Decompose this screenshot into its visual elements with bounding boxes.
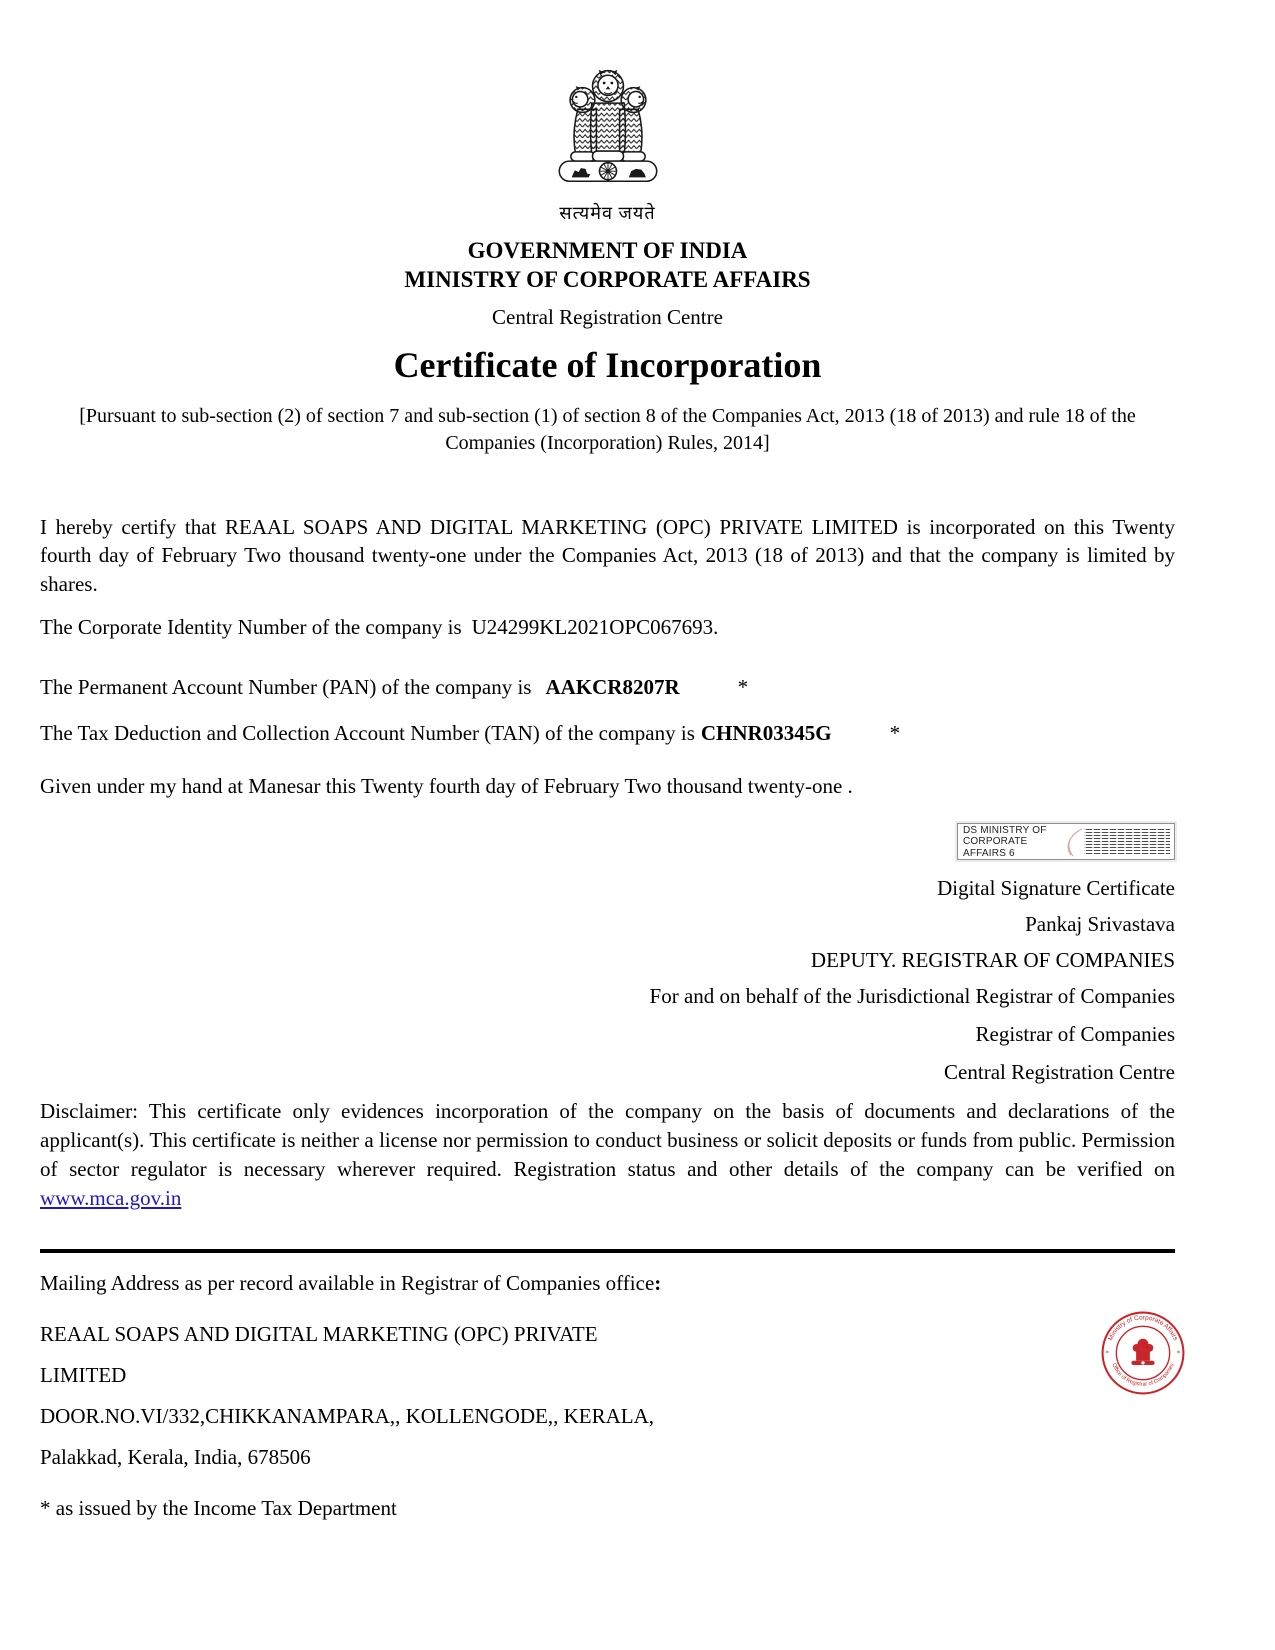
cin-line xyxy=(40,615,1175,640)
pan-value: AAKCR8207R xyxy=(545,675,680,700)
emblem-motto: सत्यमेव जयते xyxy=(559,203,656,223)
address-line-limited: LIMITED xyxy=(40,1363,127,1388)
tan-value: CHNR03345G xyxy=(700,721,832,746)
section-divider xyxy=(40,1249,1175,1253)
seal-center-emblem-icon xyxy=(1131,1339,1154,1365)
signatory-name: Pankaj Srivastava xyxy=(1025,912,1175,937)
address-line-street: DOOR.NO.VI/332,CHIKKANAMPARA,, KOLLENGODE,, KERALA, xyxy=(40,1404,655,1429)
mca-website-link[interactable]: www.mca.gov.in xyxy=(40,1186,182,1211)
signature-centre: Central Registration Centre xyxy=(944,1060,1175,1085)
seal-arc-top-text: Ministry of Corporate Affairs xyxy=(1107,1314,1179,1342)
cin-period: . xyxy=(713,615,719,640)
seal-arc-bottom-text: Office of Registrar of Companies xyxy=(1110,1362,1176,1388)
tan-label: The Tax Deduction and Collection Account Number (TAN) of the company is xyxy=(40,721,695,746)
page-title: Certificate of Incorporation xyxy=(393,344,822,385)
signature-block xyxy=(40,876,1175,1085)
address-line-city: Palakkad, Kerala, India, 678506 xyxy=(40,1445,311,1470)
mailing-heading-text: Mailing Address as per record available in Registrar of Companies office xyxy=(40,1271,655,1296)
pan-label: The Permanent Account Number (PAN) of the company is xyxy=(40,675,532,700)
pursuant-clause: [Pursuant to sub-section (2) of section 7 and sub-section (1) of section 8 of the Companies Act, 2013 (18 of 2013) and rule 18 of the Companies (Incorporation) Rules, 2014] xyxy=(79,404,1136,454)
issuance-line: Given under my hand at Manesar this Twenty fourth day of February Two thousand twenty-one . xyxy=(40,774,853,799)
svg-text:Ministry of Corporate Affairs xyxy=(1107,1314,1179,1342)
signatory-designation: DEPUTY. REGISTRAR OF COMPANIES xyxy=(810,948,1175,973)
address-line-company: REAAL SOAPS AND DIGITAL MARKETING (OPC) PRIVATE xyxy=(40,1322,598,1347)
header-registration-centre: Central Registration Centre xyxy=(492,304,723,329)
cin-value: U24299KL2021OPC067693 xyxy=(471,615,714,640)
mailing-heading-colon: : xyxy=(654,1271,662,1296)
signature-registrar: Registrar of Companies xyxy=(975,1022,1175,1047)
emblem-block xyxy=(40,48,1175,225)
seal-star-left: * xyxy=(1105,1348,1110,1358)
disclaimer-text: Disclaimer: This certificate only evidences incorporation of the company on the basis of documents and declarations of the applicant(s). This certificate is neither a license nor permission to conduct business or solicit deposits or funds from public. Permission of sector regulator is necessary wherever required. Registration status and other details of the company can be verified on xyxy=(40,1099,1175,1182)
national-emblem-icon xyxy=(550,48,666,200)
signature-line-certificate: Digital Signature Certificate xyxy=(937,876,1175,901)
cin-label: The Corporate Identity Number of the company is xyxy=(40,615,462,640)
signature-micro-text xyxy=(1084,829,1170,856)
header-government: GOVERNMENT OF INDIA xyxy=(467,238,748,263)
footnote-income-tax: * as issued by the Income Tax Department xyxy=(40,1496,397,1521)
mailing-address-heading xyxy=(40,1271,1175,1296)
pan-line xyxy=(40,675,1175,700)
certification-paragraph: I hereby certify that REAAL SOAPS AND DIGITAL MARKETING (OPC) PRIVATE LIMITED is incorporated on this Twenty fourth day of February Two thousand twenty-one under the Companies Act, 2013 (18 of 2013) and that the company is limited by shares. xyxy=(40,514,1175,597)
seal-star-right: * xyxy=(1176,1348,1181,1358)
signature-on-behalf: For and on behalf of the Jurisdictional Registrar of Companies xyxy=(649,984,1175,1009)
disclaimer-paragraph xyxy=(40,1097,1175,1213)
tan-line xyxy=(40,721,1175,746)
tan-footnote-marker: * xyxy=(889,721,901,746)
ds-stamp-label: DS MINISTRY OF CORPORATE AFFAIRS 6 xyxy=(963,824,1047,859)
registrar-seal xyxy=(1100,1310,1186,1396)
header-ministry: MINISTRY OF CORPORATE AFFAIRS xyxy=(404,266,811,292)
mailing-address-block xyxy=(40,1322,1175,1470)
digital-signature-stamp xyxy=(957,823,1175,860)
pan-footnote-marker: * xyxy=(737,675,749,700)
